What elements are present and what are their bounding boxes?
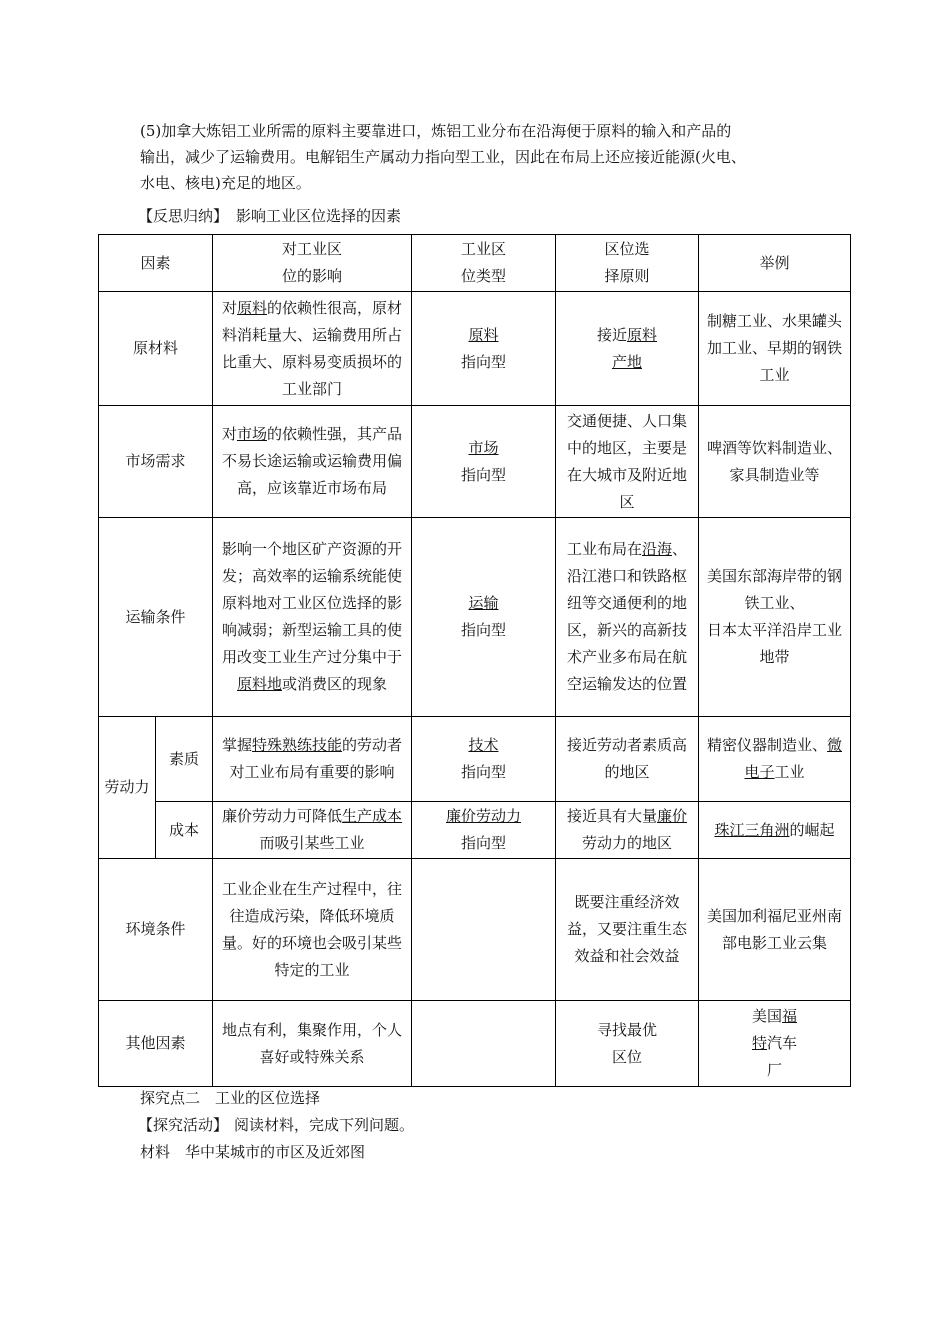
table-row-market bbox=[99, 406, 851, 518]
principle-cell: 接近劳动者素质高的地区 bbox=[556, 717, 699, 802]
reflection-title: 影响工业区位选择的因素 bbox=[236, 207, 402, 225]
influence-cell: 对原料的依赖性很高，原材料消耗量大、运输费用所占比重大、原料易变质损坏的工业部门 bbox=[213, 292, 412, 406]
intro-line-2: 输出，减少了运输费用。电解铝生产属动力指向型工业，因此在布局上还应接近能源(火电、 bbox=[140, 148, 746, 166]
type-cell bbox=[412, 859, 556, 1001]
location-factors-table bbox=[98, 234, 851, 1087]
principle-cell: 接近原料产地 bbox=[556, 292, 699, 406]
influence-cell: 地点有利，集聚作用，个人喜好或特殊关系 bbox=[213, 1001, 412, 1087]
factor-cell: 运输条件 bbox=[99, 518, 213, 717]
influence-cell: 影响一个地区矿产资源的开发；高效率的运输系统能使原料地对工业区位选择的影响减弱；新型运输工具的使用改变工业生产过分集中于原料地或消费区的现象 bbox=[213, 518, 412, 717]
intro-line-3: 水电、核电)充足的地区。 bbox=[140, 174, 311, 192]
activity-line bbox=[138, 1114, 414, 1136]
header-principle: 区位选 择原则 bbox=[556, 235, 699, 292]
type-cell bbox=[412, 1001, 556, 1087]
example-cell: 美国加利福尼亚州南部电影工业云集 bbox=[699, 859, 851, 1001]
table-row-environment bbox=[99, 859, 851, 1001]
principle-cell: 工业布局在沿海、沿江港口和铁路枢纽等交通便利的地区，新兴的高新技术产业多布局在航空运输发达的位置 bbox=[556, 518, 699, 717]
intro-paragraph bbox=[140, 118, 840, 196]
reflection-tag: 【反思归纳】 bbox=[138, 207, 229, 225]
intro-line-1: (5)加拿大炼铝工业所需的原料主要靠进口，炼铝工业分布在沿海便于原料的输入和产品的 bbox=[140, 122, 732, 140]
example-cell: 美国福特汽车厂 bbox=[699, 1001, 851, 1087]
example-cell: 珠江三角洲的崛起 bbox=[699, 802, 851, 859]
influence-cell: 掌握特殊熟练技能的劳动者对工业布局有重要的影响 bbox=[213, 717, 412, 802]
section-title: 探究点二 工业的区位选择 bbox=[140, 1089, 321, 1107]
type-cell: 技术 指向型 bbox=[412, 717, 556, 802]
example-cell: 精密仪器制造业、微电子工业 bbox=[699, 717, 851, 802]
principle-cell: 接近具有大量廉价劳动力的地区 bbox=[556, 802, 699, 859]
example-cell: 制糖工业、水果罐头加工业、早期的钢铁工业 bbox=[699, 292, 851, 406]
type-cell: 原料 指向型 bbox=[412, 292, 556, 406]
influence-cell: 对市场的依赖性强，其产品不易长途运输或运输费用偏高，应该靠近市场布局 bbox=[213, 406, 412, 518]
factor-cell: 原材料 bbox=[99, 292, 213, 406]
example-cell: 美国东部海岸带的钢铁工业、 日本太平洋沿岸工业地带 bbox=[699, 518, 851, 717]
activity-text: 阅读材料，完成下列问题。 bbox=[234, 1116, 415, 1134]
table-header-row bbox=[99, 235, 851, 292]
reflection-heading bbox=[138, 205, 401, 227]
example-cell: 啤酒等饮料制造业、家具制造业等 bbox=[699, 406, 851, 518]
subfactor-cell: 成本 bbox=[156, 802, 213, 859]
type-cell: 运输 指向型 bbox=[412, 518, 556, 717]
table-row-transport bbox=[99, 518, 851, 717]
material-caption: 材料 华中某城市的市区及近郊图 bbox=[140, 1143, 366, 1161]
header-influence: 对工业区 位的影响 bbox=[213, 235, 412, 292]
table-row-labor-quality bbox=[99, 717, 851, 802]
type-cell: 市场 指向型 bbox=[412, 406, 556, 518]
principle-cell: 交通便捷、人口集中的地区，主要是在大城市及附近地区 bbox=[556, 406, 699, 518]
factor-cell: 市场需求 bbox=[99, 406, 213, 518]
factor-cell: 其他因素 bbox=[99, 1001, 213, 1087]
header-type: 工业区 位类型 bbox=[412, 235, 556, 292]
header-factor: 因素 bbox=[99, 235, 213, 292]
factor-cell: 环境条件 bbox=[99, 859, 213, 1001]
factor-cell-labor: 劳动力 bbox=[99, 717, 156, 859]
header-example: 举例 bbox=[699, 235, 851, 292]
type-cell: 廉价劳动力指向型 bbox=[412, 802, 556, 859]
subfactor-cell: 素质 bbox=[156, 717, 213, 802]
influence-cell: 廉价劳动力可降低生产成本而吸引某些工业 bbox=[213, 802, 412, 859]
principle-cell: 既要注重经济效益，又要注重生态效益和社会效益 bbox=[556, 859, 699, 1001]
table-row-raw-material bbox=[99, 292, 851, 406]
table-row-labor-cost bbox=[99, 802, 851, 859]
influence-cell: 工业企业在生产过程中，往往造成污染，降低环境质量。好的环境也会吸引某些特定的工业 bbox=[213, 859, 412, 1001]
principle-cell: 寻找最优区位 bbox=[556, 1001, 699, 1087]
activity-tag: 【探究活动】 bbox=[138, 1116, 229, 1134]
table-row-other bbox=[99, 1001, 851, 1087]
